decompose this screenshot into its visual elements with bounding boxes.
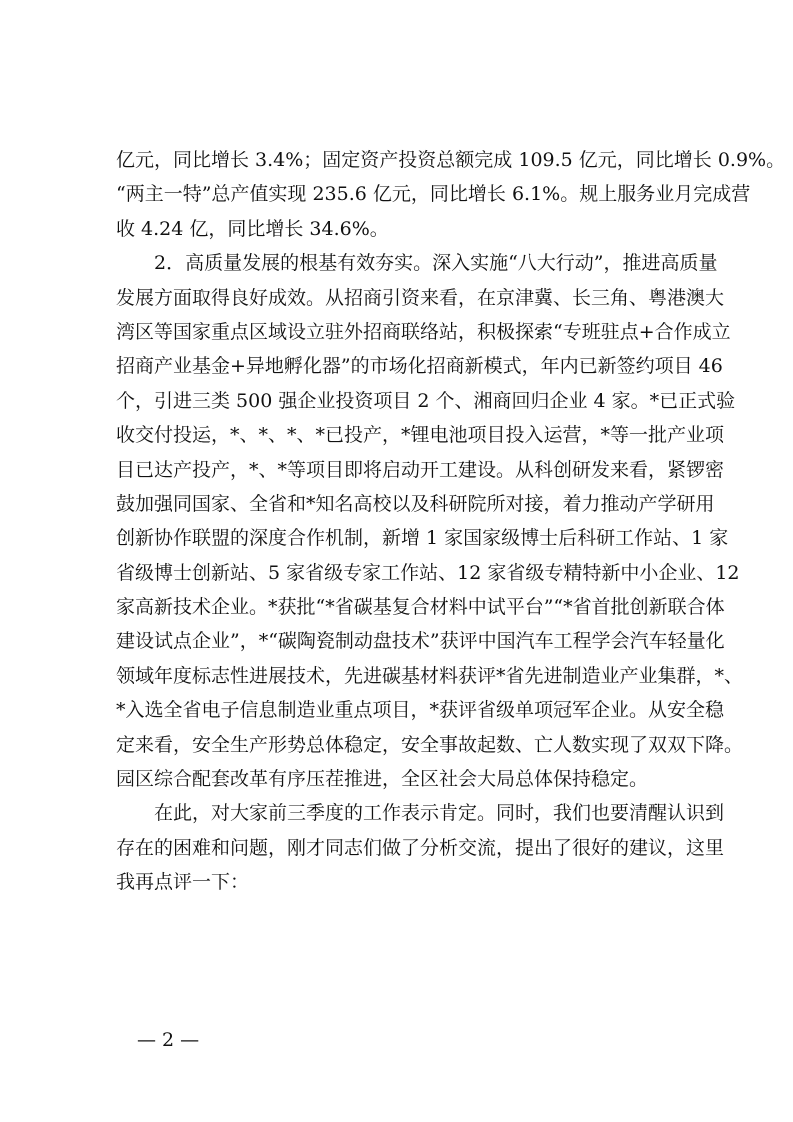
text-line: 省级博士创新站、5 家省级专家工作站、12 家省级专精特新中小企业、12 — [116, 561, 740, 584]
text-line: 存在的困难和问题，刚才同志们做了分析交流，提出了很好的建议，这里 — [116, 836, 725, 859]
text-line: *入选全省电子信息制造业重点项目，*获评省级单项冠军企业。从安全稳 — [116, 699, 725, 722]
text-line: 创新协作联盟的深度合作机制，新增 1 家国家级博士后科研工作站、1 家 — [116, 527, 729, 550]
text-line: 目已达产投产，*、*等项目即将启动开工建设。从科创研发来看，紧锣密 — [116, 458, 725, 481]
text-line: 领域年度标志性进展技术，先进碳基材料获评*省先进制造业产业集群，*、 — [116, 664, 744, 687]
page-number: — 2 — — [137, 1029, 200, 1051]
text-line: 个，引进三类 500 强企业投资项目 2 个、湘商回归企业 4 家。*已正式验 — [116, 389, 736, 412]
text-line: 园区综合配套改革有序压茬推进，全区社会大局总体保持稳定。 — [116, 768, 649, 791]
text-line: 在此，对大家前三季度的工作表示肯定。同时，我们也要清醒认识到 — [116, 802, 725, 825]
text-line: 招商产业基金+异地孵化器”的市场化招商新模式，年内已新签约项目 46 — [116, 355, 723, 378]
text-line: 收 4.24 亿，同比增长 34.6%。 — [116, 217, 389, 240]
text-line: “两主一特”总产值实现 235.6 亿元，同比增长 6.1%。规上服务业月完成营 — [116, 183, 751, 206]
text-line: 2．高质量发展的根基有效夯实。深入实施“八大行动”，推进高质量 — [116, 252, 718, 275]
text-line: 建设试点企业”，*“碳陶瓷制动盘技术”获评中国汽车工程学会汽车轻量化 — [116, 630, 725, 653]
text-line: 定来看，安全生产形势总体稳定，安全事故起数、亡人数实现了双双下降。 — [116, 733, 744, 756]
text-line: 亿元，同比增长 3.4%；固定资产投资总额完成 109.5 亿元，同比增长 0.9%。 — [116, 149, 786, 171]
text-line: 湾区等国家重点区域设立驻外招商联络站，积极探索“专班驻点+合作成立 — [116, 320, 731, 343]
body-text — [116, 143, 786, 900]
text-line: 发展方面取得良好成效。从招商引资来看，在京津冀、长三角、粤港澳大 — [116, 286, 725, 309]
text-line: 家高新技术企业。*获批“*省碳基复合材料中试平台”“*省首批创新联合体 — [116, 596, 725, 619]
text-line: 我再点评一下： — [116, 871, 250, 894]
text-line: 收交付投运，*、*、*、*已投产，*锂电池项目投入运营，*等一批产业项 — [116, 424, 725, 447]
text-line: 鼓加强同国家、全省和*知名高校以及科研院所对接，着力推动产学研用 — [116, 492, 715, 515]
